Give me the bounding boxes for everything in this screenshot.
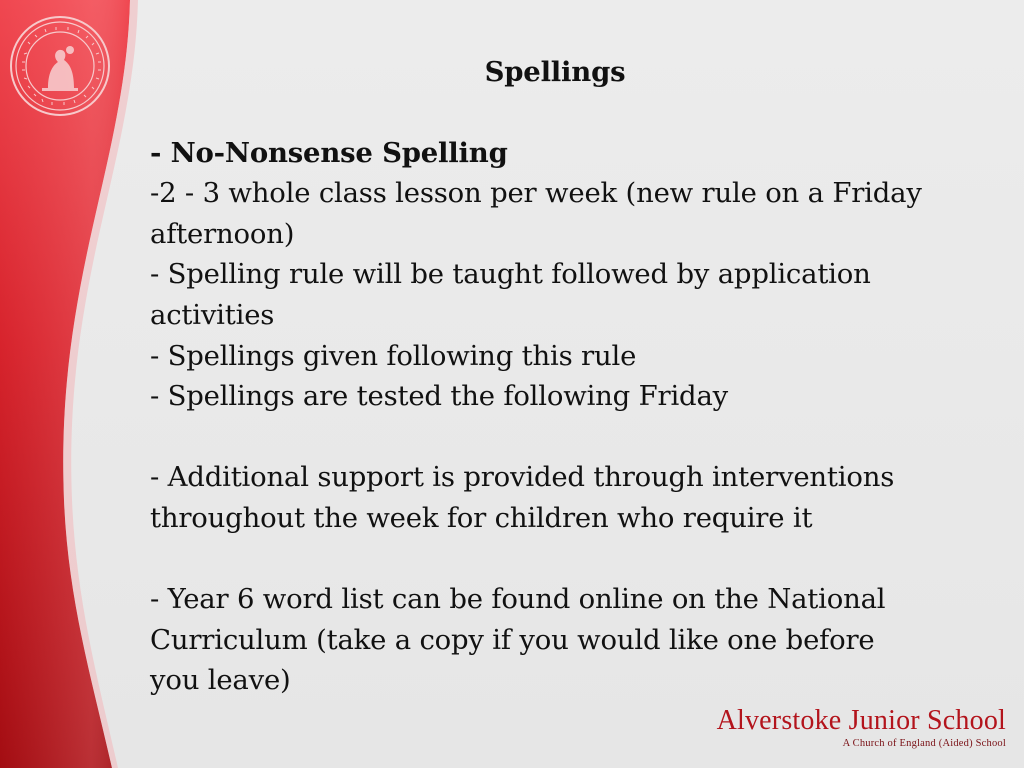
bullet-line: - Year 6 word list can be found online on the National xyxy=(150,583,886,616)
school-brand xyxy=(717,705,1006,750)
bullet-line: activities xyxy=(150,298,275,331)
bullet-line: - Spelling rule will be taught followed by application xyxy=(150,258,871,291)
bullet-line: afternoon) xyxy=(150,217,295,250)
slide-content xyxy=(150,52,980,701)
bullet-line: throughout the week for children who require it xyxy=(150,501,813,534)
spacer xyxy=(150,417,980,458)
bullet-line: you leave) xyxy=(150,664,291,697)
school-seal-icon xyxy=(8,14,112,118)
school-name: Alverstoke Junior School xyxy=(716,705,1006,736)
spacer xyxy=(150,539,980,580)
slide-title: Spellings xyxy=(484,56,626,88)
bullet-line: - Spellings given following this rule xyxy=(150,339,637,372)
bullet-line: -2 - 3 whole class lesson per week (new rule on a Friday xyxy=(150,177,922,210)
bullet-line: - No-Nonsense Spelling xyxy=(150,136,508,169)
school-subtitle: A Church of England (Aided) School xyxy=(842,738,1006,749)
bullet-line: Curriculum (take a copy if you would like one before xyxy=(150,623,875,656)
bullet-line: - Spellings are tested the following Friday xyxy=(150,380,728,413)
bullet-line: - Additional support is provided through interventions xyxy=(150,461,895,494)
